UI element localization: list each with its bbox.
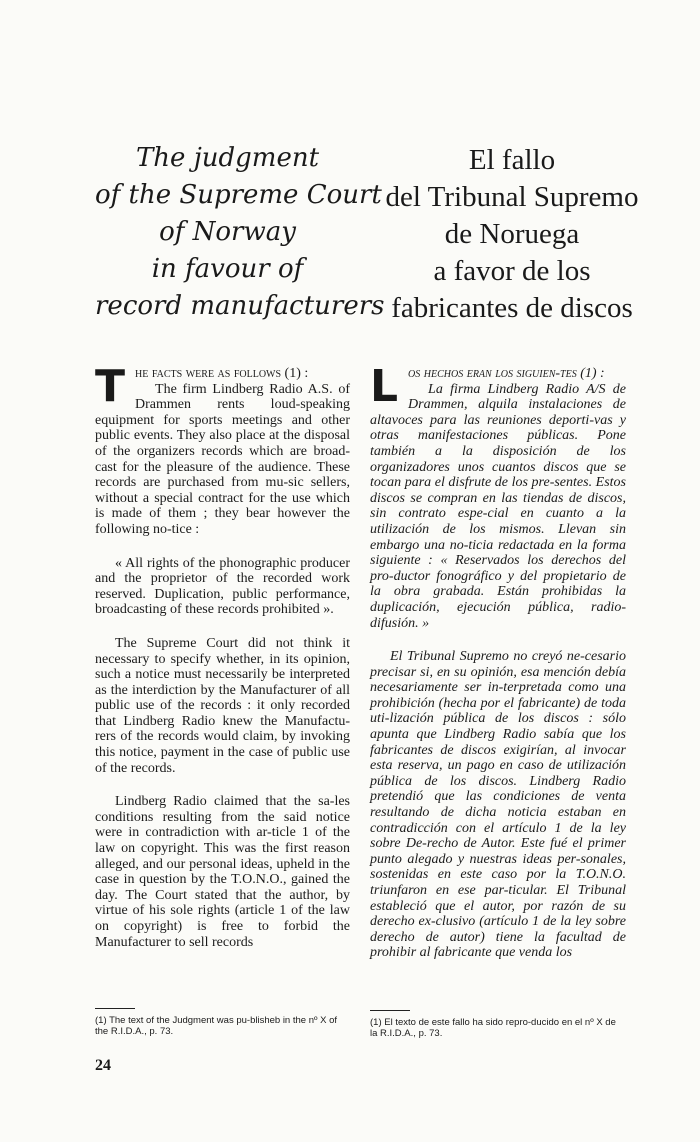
spanish-lead-paragraph: [370, 361, 626, 412]
english-title-line: of the Supreme Court: [95, 180, 382, 210]
spanish-title-line: de Noruega: [444, 218, 580, 250]
spanish-paragraph-1: La firma Lindberg Radio A/S de Drammen, alquila instalaciones de altavoces para las reuniones deporti-vas y otras manifestaciones públicas. Pone también a la disposición de los organizadores unos cuantos discos que se tocan para el disfrute de los pre-sentes. Estos discos se compran en las tiendas de discos, sin contrato espe-cial en cuanto a la utilización de los mismos. Llevan sin embargo una no-ticia redactada en la forma siguiente : « Reservados los derechos del pro-ductor fonográfico y del propietario de la obra grabada. Están prohibidas la duplicación, ejecución pública, radio-difusión. »: [370, 381, 626, 631]
spanish-title: [362, 142, 662, 327]
spanish-body: [370, 361, 626, 961]
english-footnote: (1) The text of the Judgment was pu-blisheb in the nº X of the R.I.D.A., p. 73.: [95, 1015, 337, 1037]
english-title-line: in favour of: [151, 254, 304, 284]
english-paragraph-4: Lindberg Radio claimed that the sa-les conditions resulting from the said notice were in contradiction with ar-ticle 1 of the law on copyright. This was the first reason alleged, and our personal ideas, upheld in the case in question by the T.O.N.O., gained the day. The Court stated that the author, by virtue of his sole rights (article 1 of the law on copyright) is free to forbid the Manufacturer to sell records: [95, 794, 350, 950]
english-title-line: of Norway: [159, 217, 296, 247]
spanish-title-line: del Tribunal Supremo: [385, 181, 639, 213]
english-paragraph-1: The firm Lindberg Radio A.S. of Drammen rents loud-speaking equipment for sports meetings and other public events. They also place at the disposal of the organizers records which are broad-cast for the pleasure of the audience. These records are purchased from mu-sic sellers, without a special contract for the use which is made of them ; they bear however the following no-tice :: [95, 381, 350, 537]
spanish-title-line: fabricantes de discos: [391, 292, 633, 324]
english-lead: he facts were as follows (1) :: [135, 366, 309, 381]
english-lead-paragraph: [95, 361, 350, 412]
english-title-line: record manufacturers: [95, 291, 385, 321]
english-paragraph-2: « All rights of the phonographic producer and the proprietor of the recorded work reserved. Duplication, public performance, broadcasting of these records prohibited ».: [95, 555, 350, 618]
english-paragraph-3: The Supreme Court did not think it necessary to specify whether, in its opinion, such a notice must necessarily be interpreted as the interdiction by the Manufacturer of all public use of the records : it only recorded that Lindberg Radio knew the Manufactu-rers of the records would claim, by invoking this notice, payment in the case of public use of the records.: [95, 635, 350, 776]
spanish-paragraph-2: El Tribunal Supremo no creyó ne-cesario precisar si, en su opinión, esa mención debía necesariamente ser in-terpretada como una prohibición (hecha por el fabricante) de toda uti-lización pública de los discos : sólo apunta que Lindberg Radio sabía que los fabricantes de discos exigirían, al invocar esta reserva, un pago en caso de utilización pública de los discos. Lindberg Radio pretendió que las condiciones de venta resultando de dicha noticia estaban en contradicción con el artículo 1 de la ley sobre De-recho de Autor. Este fué el primer punto alegado y nuestras ideas per-sonales, sostenidas en este caso por la T.O.N.O. triunfaron en ese par-ticular. El Tribunal estableció que el autor, por razón de su derecho ex-clusivo (artículo 1 de la ley sobre derecho de autor) tiene la facultad de prohibir al fabricante que venda los: [370, 649, 626, 961]
english-footnote-rule: [95, 1008, 135, 1009]
spanish-lead: os hechos eran los siguien-tes (1) :: [408, 366, 605, 381]
english-title: [95, 140, 385, 325]
english-title-line: The judgment: [135, 143, 320, 173]
page-number: 24: [95, 1057, 111, 1074]
spanish-footnote: (1) El texto de este fallo ha sido repro-ducido en el nº X de la R.I.D.A., p. 73.: [370, 1017, 616, 1039]
english-body: [95, 361, 350, 950]
spanish-title-line: a favor de los: [433, 255, 591, 287]
spanish-footnote-rule: [370, 1010, 410, 1011]
spanish-dropcap: L: [370, 361, 399, 412]
english-dropcap: T: [95, 361, 126, 412]
spanish-title-line: El fallo: [468, 144, 556, 176]
